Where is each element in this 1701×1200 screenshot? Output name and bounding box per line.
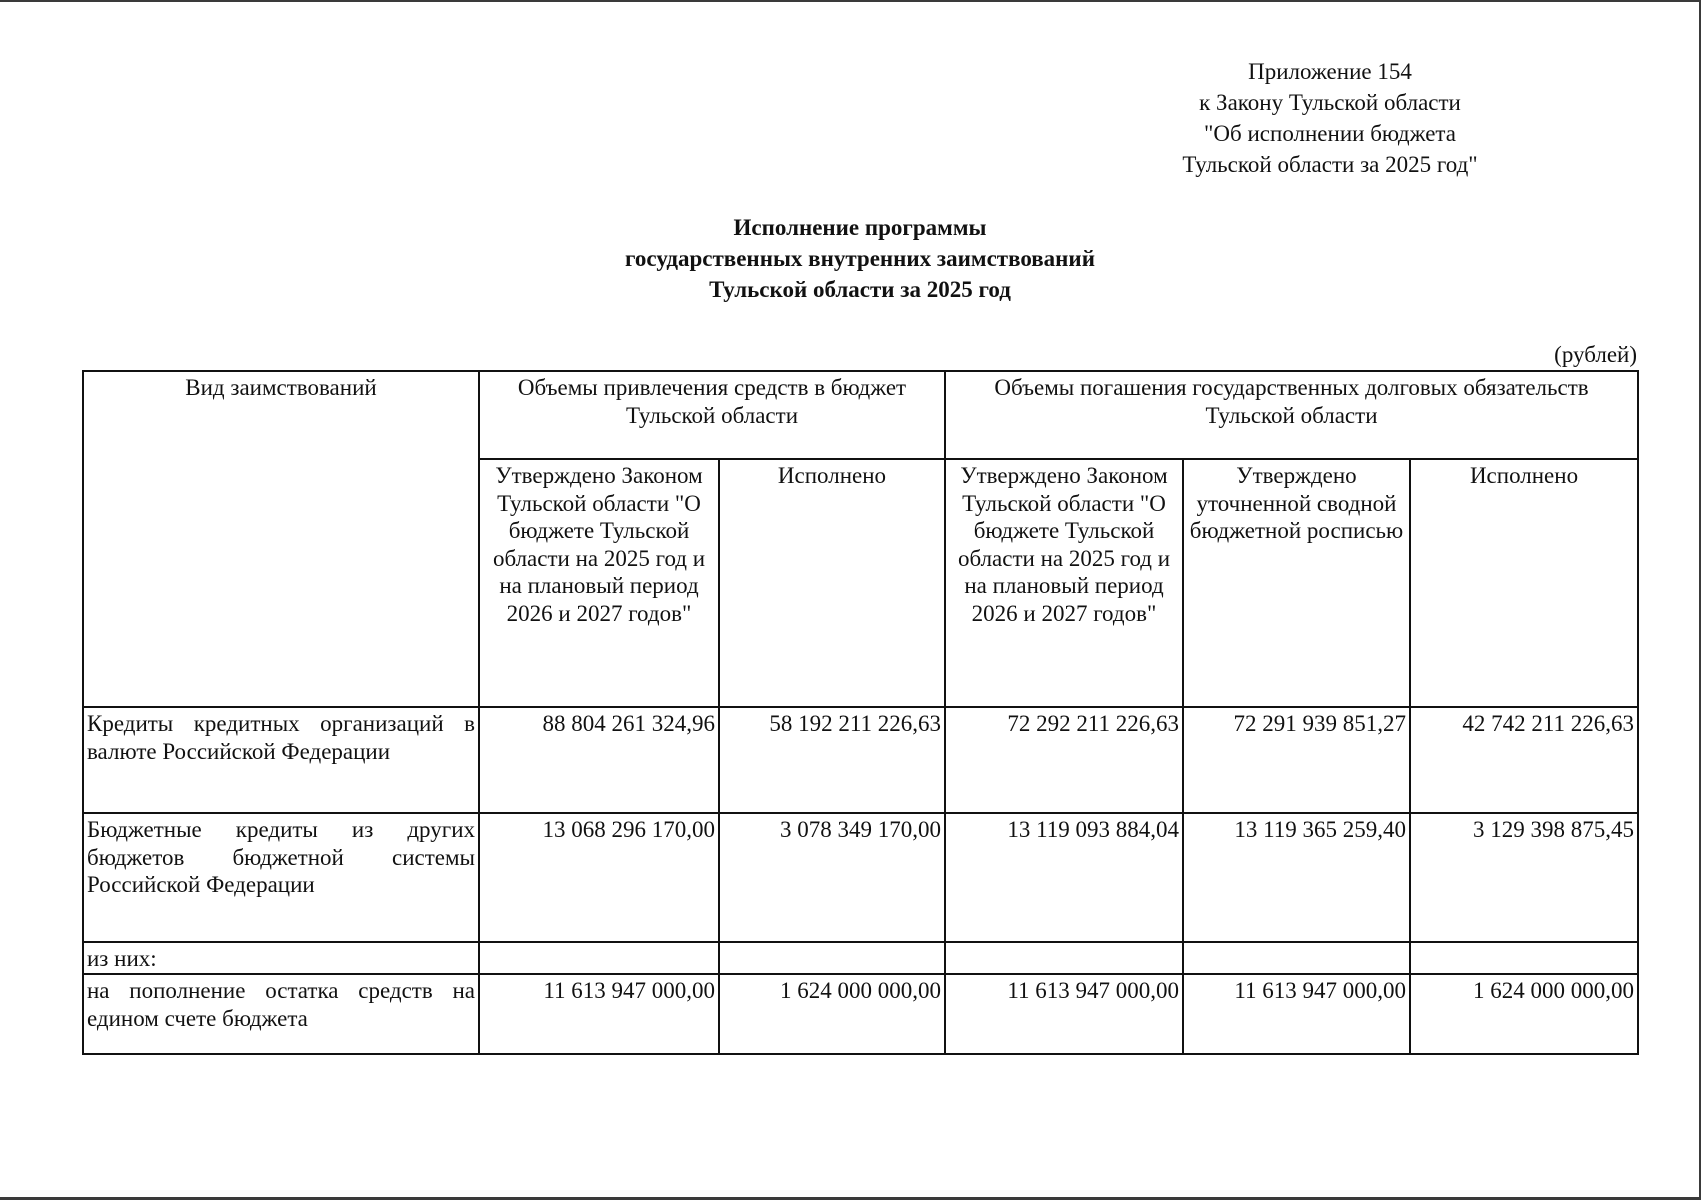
header-repayment-refined: Утверждено уточненной сводной бюджетной росписью xyxy=(1183,459,1410,707)
repayment-executed-value: 42 742 211 226,63 xyxy=(1410,707,1638,813)
header-attraction-executed: Исполнено xyxy=(719,459,945,707)
appendix-line: "Об исполнении бюджета xyxy=(1204,121,1456,146)
header-repayment-group: Объемы погашения государственных долговых обязательств Тульской области xyxy=(945,371,1638,459)
title-line: Тульской области за 2025 год xyxy=(709,277,1011,302)
row-kind-label: на пополнение остатка средств на едином счете бюджета xyxy=(83,974,479,1054)
empty-cell xyxy=(945,942,1183,974)
table-row xyxy=(83,813,1638,942)
header-kind: Вид заимствований xyxy=(83,371,479,707)
attraction-approved-value: 88 804 261 324,96 xyxy=(479,707,719,813)
row-kind-label: Бюджетные кредиты из других бюджетов бюджетной системы Российской Федерации xyxy=(83,813,479,942)
attraction-executed-value: 1 624 000 000,00 xyxy=(719,974,945,1054)
appendix-line: Приложение 154 xyxy=(1248,59,1412,84)
empty-cell xyxy=(1410,942,1638,974)
units-label: (рублей) xyxy=(1554,342,1637,367)
attraction-executed-value: 58 192 211 226,63 xyxy=(719,707,945,813)
appendix-line: Тульской области за 2025 год" xyxy=(1182,152,1478,177)
repayment-refined-value: 13 119 365 259,40 xyxy=(1183,813,1410,942)
row-kind-label: Кредиты кредитных организаций в валюте Российской Федерации xyxy=(83,707,479,813)
empty-cell xyxy=(479,942,719,974)
header-attraction-group: Объемы привлечения средств в бюджет Тульской области xyxy=(479,371,945,459)
repayment-refined-value: 11 613 947 000,00 xyxy=(1183,974,1410,1054)
empty-cell xyxy=(1183,942,1410,974)
table-header-row xyxy=(83,371,1638,459)
repayment-approved-value: 72 292 211 226,63 xyxy=(945,707,1183,813)
attraction-approved-value: 11 613 947 000,00 xyxy=(479,974,719,1054)
table-row xyxy=(83,707,1638,813)
repayment-approved-value: 13 119 093 884,04 xyxy=(945,813,1183,942)
table-row xyxy=(83,974,1638,1054)
repayment-refined-value: 72 291 939 851,27 xyxy=(1183,707,1410,813)
title-line: государственных внутренних заимствований xyxy=(625,246,1095,271)
header-attraction-approved: Утверждено Законом Тульской области "О бюджете Тульской области на 2025 год и на плановый период 2026 и 2027 годов" xyxy=(479,459,719,707)
header-repayment-executed: Исполнено xyxy=(1410,459,1638,707)
header-repayment-approved: Утверждено Законом Тульской области "О бюджете Тульской области на 2025 год и на плановый период 2026 и 2027 годов" xyxy=(945,459,1183,707)
appendix-line: к Закону Тульской области xyxy=(1199,90,1461,115)
scan-border xyxy=(0,0,1701,2)
borrowings-table xyxy=(82,370,1639,1055)
repayment-executed-value: 1 624 000 000,00 xyxy=(1410,974,1638,1054)
title-line: Исполнение программы xyxy=(733,215,987,240)
row-kind-label: из них: xyxy=(83,942,479,974)
empty-cell xyxy=(719,942,945,974)
appendix-reference xyxy=(1080,56,1580,180)
attraction-approved-value: 13 068 296 170,00 xyxy=(479,813,719,942)
document-title xyxy=(445,212,1275,305)
repayment-executed-value: 3 129 398 875,45 xyxy=(1410,813,1638,942)
repayment-approved-value: 11 613 947 000,00 xyxy=(945,974,1183,1054)
attraction-executed-value: 3 078 349 170,00 xyxy=(719,813,945,942)
table-row xyxy=(83,942,1638,974)
